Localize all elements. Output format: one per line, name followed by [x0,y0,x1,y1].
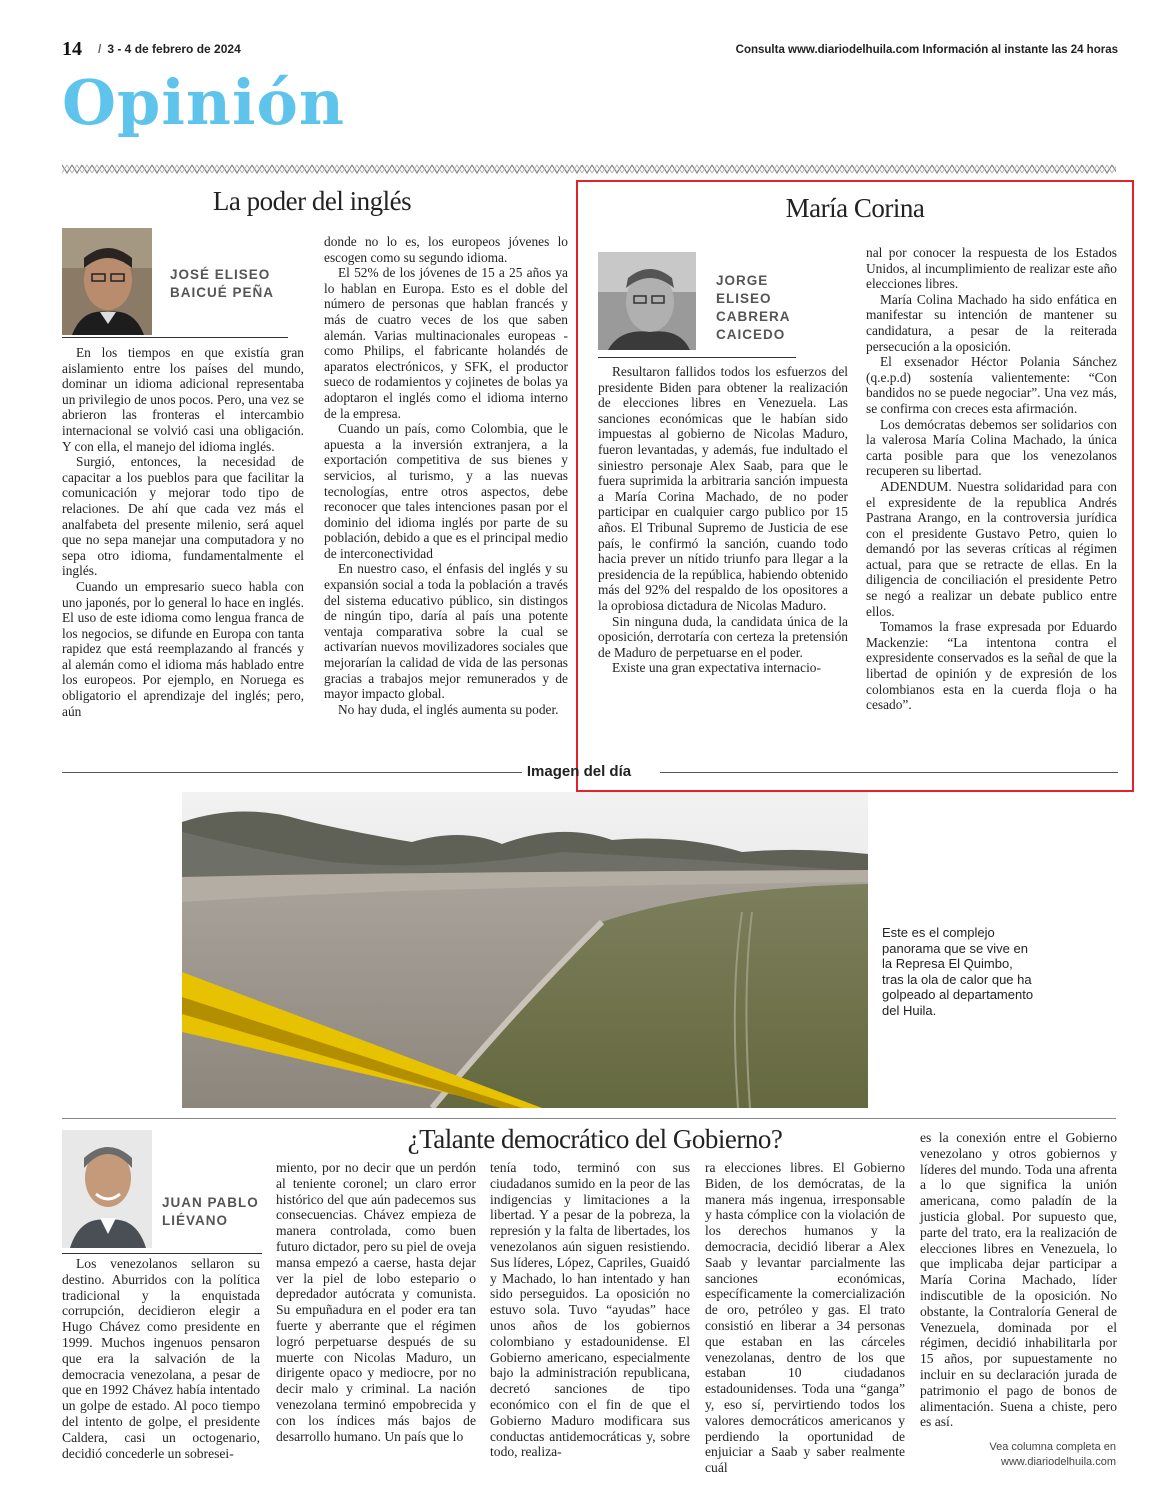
article3-column1 [62,1256,260,1461]
paragraph: Cuando un empresario sueco habla con uno japonés, por lo general lo hace en inglés. El uso de este idioma como lengua franca de los negocios, se difunde en Europa con tanta rapidez que está reemplazando al francés y al alemán como el idioma más hablado entre los europeos. Por ejemplo, en Noruega es obligatorio el aprendizaje del inglés; pero, aún [62,578,304,719]
date-text: 3 - 4 de febrero de 2024 [107,42,241,56]
article2-column2 [866,245,1117,713]
paragraph: ra elecciones libres. El Gobierno Biden, de los demócratas, de la manera más ingenua, irresponsable y hasta cómplice con la violación de los derechos humanos y la democracia, decidió liberar a Alex Saab y levantar parcialmente las sanciones económicas, específicamente la comercialización de oro, petróleo y gas. El trato consistió en liberar a 34 personas que estaban en las cárceles venezolanas, dentro de los que estaban 10 ciudadanos estadounidenses. Toda una “ganga” y, eso sí, pervirtiendo todos los valores democráticos americanos y perdiendo la oportunidad de enjuiciar a Saab y saber realmente cuál [705,1160,905,1476]
article3-column4 [705,1160,905,1476]
date-separator: / [98,42,102,56]
image-of-day-title: Imagen del día [526,763,632,780]
paragraph: miento, por no decir que un perdón al teniente coronel; un claro error histórico del que aún padecemos sus consecuencias. Chávez empieza de manera controlada, como buen futuro dictador, pero su piel de oveja mansa empezó a caerse, hasta dejar ver la piel de lobo estepario o depredador autócrata y comunista. Su empuñadura en el poder era tan fuerte y aberrante que el régimen logró perpetuarse después de su muerte con Nicolas Maduro, un dirigente opaco y mediocre, por no decir malo y criminal. La nación venezolana terminó empobrecida y con los índices más bajos de desarrollo humano. Un país que lo [276,1160,476,1444]
paragraph: es la conexión entre el Gobierno venezolano y otros gobiernos y líderes del mundo. Toda una afrenta a lo que significa la unión americana, como paladín de la justicia global. Por supuesto que, parte del trato, era la realización de elecciones libres en Venezuela, lo que implicaba dejar participar a María Corina Machado, líder indiscutible de la oposición. No obstante, la Contraloría General de Venezuela, dominada por el régimen, decidió inhabilitarla por 15 años, por supuestamente no incluir en su declaración jurada de patrimonio el pago de bonos de alimentación. Suena a chiste, pero es así. [920,1130,1117,1430]
article2-column1 [598,364,848,676]
website-link[interactable]: www.diariodelhuila.com [1001,1456,1116,1468]
paragraph: No hay duda, el inglés aumenta su poder. [338,701,559,717]
author2-photo [598,252,696,350]
author1-name [170,266,274,302]
author3-photo [62,1130,152,1248]
paragraph: donde no lo es, los europeos jóvenes lo escogen como su segundo idioma. [324,234,568,265]
paragraph: Sin ninguna duda, la candidata única de la oposición, derrotaría con certeza la pretensión de Maduro de perpetuarse en el poder. [598,613,848,660]
page-number: 14 [62,38,82,60]
author3-name-line2: LIÉVANO [162,1213,229,1228]
article3-column2 [276,1160,476,1444]
author1-name-line2: BAICUÉ PEÑA [170,285,275,300]
paragraph: El exsenador Héctor Polania Sánchez (q.e.p.d) sostenía valientemente: “Con bandidos no se puede negociar”. Una vez más, se confirma con creces esta afirmación. [866,354,1117,416]
author2-name-line1: JORGE [716,273,769,288]
paragraph: El 52% de los jóvenes de 15 a 25 años ya lo hablan en Europa. Esto es el doble del número de personas que hablan francés y más de cuatro veces de los que saben alemán. Varias multinacionales europeas -como Philips, el fabricante holandés de aparatos electrónicos, y SFK, el productor sueco de rodamientos y cojinetes de bolas ya adoptaron el inglés como el idioma interno de la empresa. [324,265,568,421]
image-caption: Este es el complejo panorama que se vive en la Represa El Quimbo, tras la ola de calor que ha golpeado al departamento del Huila. [882,925,1034,1018]
issue-date [98,42,241,56]
bottom-section-rule [62,1118,1116,1119]
author2-name [716,272,791,344]
author1-photo [62,228,152,335]
article1-column1 [62,345,304,719]
header-tagline: Consulta www.diariodelhuila.com Información al instante las 24 horas [735,44,1118,56]
article3-headline: ¿Talante democrático del Gobierno? [407,1124,783,1154]
paragraph: tenía todo, terminó con sus ciudadanos sumido en la peor de las indigencias y limitaciones a la libertad. Y a pesar de la pobreza, la represión y la falta de libertades, los venezolanos aún siguen resistiendo. Sus líderes, López, Capriles, Guaidó y Machado, lo han intentado y han sido perseguidos. La oposición no estuvo sola. Tuvo “ayudas” hace unos años de los gobiernos colombiano y estadounidense. El Gobierno americano, especialmente bajo la administración republicana, decretó sanciones de tipo económico con el fin de que el Gobierno Maduro modificara sus conductas antidemocráticas y, sobre todo, realiza- [490,1160,690,1460]
paragraph: En nuestro caso, el énfasis del inglés y su expansión social a toda la población a través del sistema educativo público, sin distingos de ningún tipo, daría al país una potente ventaja comparativa sobre la cual se activarían nuevos movilizadores sociales que mejorarían la calidad de vida de las personas gracias a trabajos mejor remunerados y de mayor impacto global. [324,561,568,702]
author2-name-line2: ELISEO [716,291,772,306]
paragraph: María Colina Machado ha sido enfática en manifestar su intención de mantener su candidatura, a pesar de la reiterada persecución a la oposición. [866,291,1117,354]
full-column-note [916,1440,1116,1470]
author2-rule [598,357,796,358]
zigzag-divider [62,162,1116,176]
section-title: Opinión [62,66,345,139]
author2-name-line4: CAICEDO [716,327,786,342]
author1-name-line1: JOSÉ ELISEO [170,267,271,282]
full-column-note-line1: Vea columna completa en [989,1441,1116,1453]
author2-name-line3: CABRERA [716,309,791,324]
article2-headline: María Corina [785,193,925,223]
paragraph: En los tiempos en que existía gran aislamiento entre los países del mundo, dominar un idioma adicional representaba un privilegio de unos pocos. Pero, una vez se abrieron las fronteras el intercambio internacional se volvió casi una obligación. Y con ella, el manejo del idioma inglés. [62,345,304,454]
article3-column5 [920,1130,1117,1430]
paragraph: Surgió, entonces, la necesidad de capacitar a los pueblos para que facilitar la comunicación y mejorar todo tipo de relaciones. De ahí que cada vez más el analfabeta del presente milenio, será aquel que no sepa manejar una computadora y no sepa otro idioma, fundamentalmente el inglés. [62,454,304,579]
dam-photo [182,792,868,1108]
paragraph: Cuando un país, como Colombia, que le apuesta a la inversión extranjera, a la exportación competitiva de sus bienes y servicios, al turismo, y a las nuevas tecnologías, entre otros aspectos, debe reconocer que tales intenciones pasan por el dominio del idioma inglés por parte de su población, debido a que es el principal medio de interconectividad [324,421,568,561]
author3-rule [62,1253,262,1254]
paragraph: nal por conocer la respuesta de los Estados Unidos, al incumplimiento de realizar este año elecciones libres. [866,245,1117,292]
author3-name [162,1194,259,1230]
paragraph: ADENDUM. Nuestra solidaridad para con el expresidente de la republica Andrés Pastrana Arango, en la controversia jurídica con el presidente Gustavo Petro, quien lo demandó por las severas críticas al régimen actual, para que se retracte de ellas. En la diligencia de conciliación el presidente Petro se negó a realizar un debate publico entre ellos. [866,478,1117,619]
author3-name-line1: JUAN PABLO [162,1195,259,1210]
article3-column3 [490,1160,690,1460]
paragraph: Los venezolanos sellaron su destino. Aburridos con la política tradicional y la enquistada corrupción, decidieron elegir a Hugo Chávez como presidente en 1999. Muchos ingenuos pensaron que era la salvación de la democracia venezolana, a pesar de que en 1992 Chávez había intentado un golpe de estado. Al poco tiempo del intento de golpe, el presidente Caldera, casi un octogenario, decidió concederle un sobresei- [62,1256,260,1461]
paragraph: Tomamos la frase expresada por Eduardo Mackenzie: “La intentona contra el expresidente conservados es la señal de que la libertad de opinión y de expresión de los colombianos esta en la cuerda floja o ha cesado”. [866,619,1117,713]
article1-headline: La poder del inglés [212,186,412,216]
paragraph: Existe una gran expectativa internacio- [612,660,821,676]
paragraph: Resultaron fallidos todos los esfuerzos del presidente Biden para obtener la realización de elecciones libres en Venezuela. Las sanciones económicas que le habían sido impuestas al gobierno de Nicolas Maduro, fueron levantadas, y además, fue indultado el siniestro personaje Alex Saab, para que le fuera suprimida la arbitraria sanción impuesta a María Corina Machado, de no poder participar en cualquier cargo publico por 15 años. El Tribunal Supremo de Justicia de ese país, le confirmó la sanción, cuando todo hacia prever un nítido triunfo para llegar a la presidencia de la república, habiendo obtenido más del 92% del respaldo de los opositores a la oprobiosa dictadura de Nicolas Maduro. [598,364,848,613]
article1-column2 [324,234,568,717]
paragraph: Los demócratas debemos ser solidarios con la valerosa María Colina Machado, la única carta posible para que los venezolanos recuperen su libertad. [866,416,1117,479]
author1-rule [62,337,288,338]
